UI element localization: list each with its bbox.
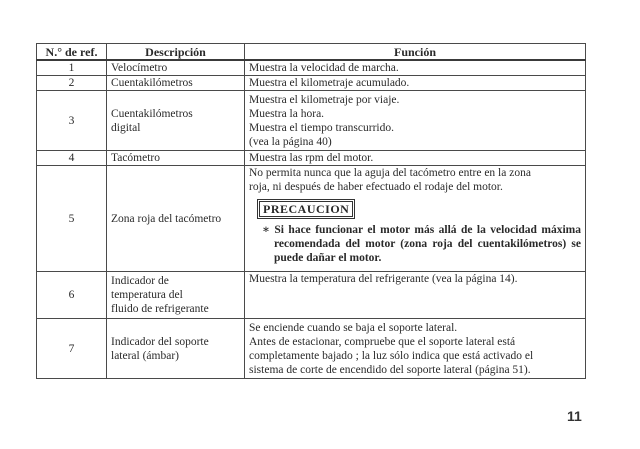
row-function (245, 60, 586, 76)
function-line: Muestra la velocidad de marcha. (249, 62, 399, 74)
table-row (37, 76, 586, 91)
table-row (37, 60, 586, 76)
row-description (107, 60, 245, 76)
page-number: 11 (567, 408, 582, 424)
function-line: roja, ni después de haber efectuado el rodaje del motor. (249, 181, 503, 193)
description-line: Indicador del soporte (111, 335, 209, 348)
description-line: Cuentakilómetros (111, 107, 193, 120)
description-line: lateral (ámbar) (111, 349, 179, 362)
row-description (107, 76, 245, 91)
table-row (37, 319, 586, 379)
row-description (107, 272, 245, 319)
function-line: (vea la página 40) (249, 135, 332, 148)
row-function (245, 319, 586, 379)
function-line: No permita nunca que la aguja del tacómetro entre en la zona (249, 167, 531, 179)
function-line: Muestra el kilometraje por viaje. (249, 93, 400, 106)
caution-title: PRECAUCION (259, 201, 353, 217)
description-line: Cuentakilómetros (111, 77, 193, 89)
table-header-row (37, 44, 586, 61)
description-line: Zona roja del tacómetro (111, 212, 222, 225)
row-ref: 1 (37, 60, 107, 76)
table-row (37, 166, 586, 272)
row-function (245, 91, 586, 151)
header-description: Descripción (107, 44, 245, 61)
row-ref: 6 (37, 272, 107, 319)
function-line: Muestra la temperatura del refrigerante (vea la página 14). (249, 273, 518, 285)
reference-table (36, 43, 586, 379)
header-ref: N.° de ref. (37, 44, 107, 61)
reference-table-container (36, 43, 585, 379)
function-line: Muestra el tiempo transcurrido. (249, 121, 394, 134)
row-description (107, 91, 245, 151)
caution-text: ∗ Si hace funcionar el motor más allá de la velocidad máxima recomendada del motor (zona roja del cuentakilómetros) se puede dañar el motor. (262, 224, 581, 264)
function-line: Muestra la hora. (249, 107, 325, 120)
row-ref: 3 (37, 91, 107, 151)
description-line: Velocímetro (111, 62, 168, 74)
row-function (245, 166, 586, 272)
row-description (107, 166, 245, 272)
function-line: completamente bajado ; la luz sólo indica que está activado el (249, 349, 534, 362)
header-function: Función (245, 44, 586, 61)
row-description (107, 151, 245, 166)
row-description (107, 319, 245, 379)
function-line: Muestra las rpm del motor. (249, 152, 374, 164)
function-line: Muestra el kilometraje acumulado. (249, 77, 410, 89)
row-ref: 5 (37, 166, 107, 272)
row-function (245, 151, 586, 166)
description-line: Tacómetro (111, 152, 161, 164)
function-line: sistema de corte de encendido del soporte lateral (página 51). (249, 363, 531, 376)
function-line: Se enciende cuando se baja el soporte lateral. (249, 321, 458, 334)
description-line: digital (111, 121, 141, 134)
description-line: temperatura del (111, 289, 183, 301)
table-row (37, 151, 586, 166)
description-line: Indicador de (111, 275, 169, 287)
description-line: fluido de refrigerante (111, 303, 209, 315)
table-row (37, 272, 586, 319)
table-row (37, 91, 586, 151)
row-ref: 2 (37, 76, 107, 91)
row-ref: 4 (37, 151, 107, 166)
row-function (245, 272, 586, 319)
function-line: Antes de estacionar, compruebe que el soporte lateral está (249, 335, 516, 348)
row-function (245, 76, 586, 91)
row-ref: 7 (37, 319, 107, 379)
